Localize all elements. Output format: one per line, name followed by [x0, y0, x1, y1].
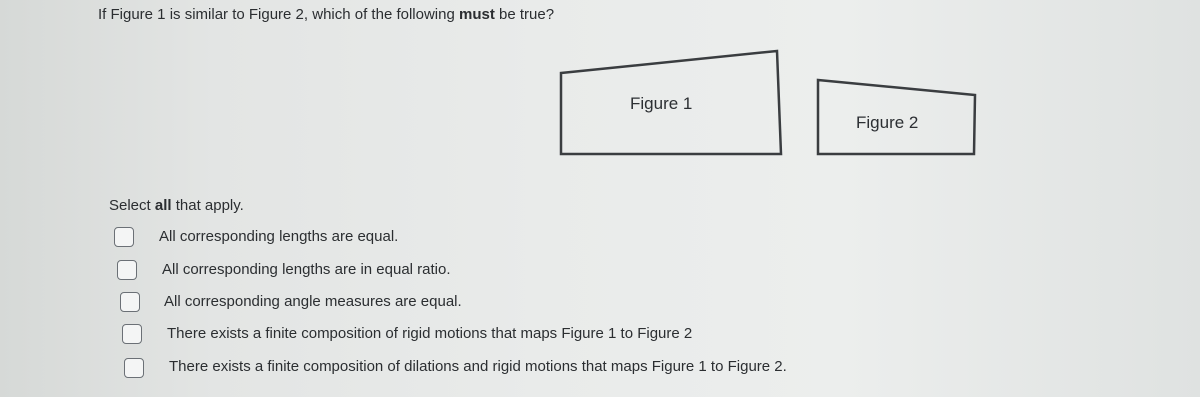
option-label: There exists a finite composition of rigid motions that maps Figure 1 to Figure 2: [167, 325, 693, 342]
option-label: There exists a finite composition of dilations and rigid motions that maps Figure 1 to Figure 2.: [169, 358, 787, 375]
question-suffix: be true?: [494, 6, 555, 23]
option-label: All corresponding lengths are equal.: [159, 228, 399, 245]
question-text: [98, 6, 554, 23]
option-label: All corresponding lengths are in equal ratio.: [162, 261, 451, 278]
instruction-suffix: that apply.: [171, 197, 244, 214]
checkbox[interactable]: [114, 227, 134, 247]
checkbox[interactable]: [122, 324, 142, 344]
question-emphasis: must: [458, 6, 495, 23]
instruction-emphasis: all: [154, 197, 172, 214]
checkbox[interactable]: [117, 260, 137, 280]
checkbox[interactable]: [120, 292, 140, 312]
checkbox[interactable]: [124, 358, 144, 378]
instruction-text: [109, 197, 244, 214]
question-prefix: If Figure 1 is similar to Figure 2, which of the following: [98, 6, 459, 23]
figure-2-label: Figure 2: [856, 113, 919, 132]
option-label: All corresponding angle measures are equal.: [164, 293, 462, 310]
figure-1-label: Figure 1: [630, 94, 693, 113]
instruction-prefix: Select: [109, 197, 155, 214]
